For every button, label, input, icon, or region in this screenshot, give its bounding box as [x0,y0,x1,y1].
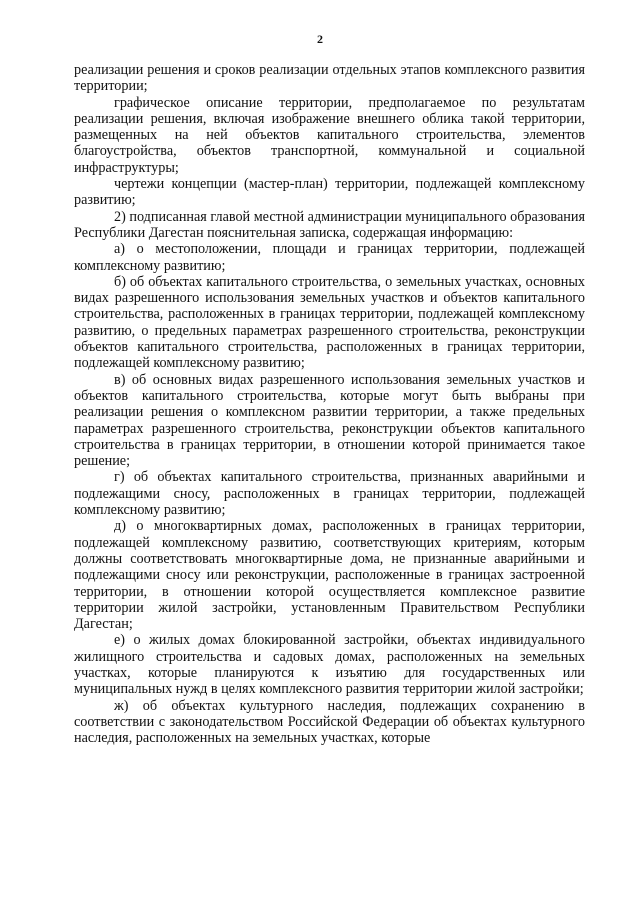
paragraph-item-v: в) об основных видах разрешенного использования земельных участков и объектов капитального строительства, которые могут быть выбраны при реализации решения о комплексном развитии территории, а также предельных параметрах разрешенного строительства, реконструкции объектов капитального строительства в границах территории, в отношении которой принимается такое решение; [74,371,585,470]
paragraph-item-b: б) об объектах капитального строительства, о земельных участках, основных видах разрешенного использования земельных участков и объектов капитального строительства, расположенных в границах территории, подлежащей комплексному развитию, о предельных параметрах разрешенного строительства, реконструкции объектов капитального строительства, расположенных в границах территории, подлежащей комплексному развитию; [74,273,585,372]
page-number: 2 [317,32,323,46]
paragraph-item-e: е) о жилых домах блокированной застройки, объектах индивидуального жилищного строительства и садовых домах, расположенных на земельных участках, которые планируются к изъятию для государственных или муниципальных нужд в целях комплексного развития территории жилой застройки; [74,632,585,698]
paragraph-item-zh: ж) об объектах культурного наследия, подлежащих сохранению в соответствии с законодательством Российской Федерации об объектах культурного наследия, расположенных на земельных участках, которые [74,697,585,747]
paragraph-masterplan-drawings: чертежи концепции (мастер-план) территории, подлежащей комплексному развитию; [74,176,585,209]
paragraph-graphic-description: графическое описание территории, предполагаемое по результатам реализации решения, включая изображение внешнего облика такой территории, размещенных на ней объектов капитального строительства, элементов благоустройства, объектов транспортной, коммунальной и социальной инфраструктуры; [74,94,585,176]
paragraph-item-a: а) о местоположении, площади и границах территории, подлежащей комплексному развитию; [74,241,585,274]
paragraph-continuation: реализации решения и сроков реализации отдельных этапов комплексного развития территории; [74,62,585,95]
document-body [74,62,585,746]
paragraph-item-g: г) об объектах капитального строительства, признанных аварийными и подлежащими сносу, расположенных в границах территории, подлежащей комплексному развитию; [74,469,585,519]
paragraph-item-2-explanatory-note: 2) подписанная главой местной администрации муниципального образования Республики Дагестан пояснительная записка, содержащая информацию: [74,208,585,241]
paragraph-item-d: д) о многоквартирных домах, расположенных в границах территории, подлежащей комплексному развитию, соответствующих критериям, которым должны соответствовать многоквартирные дома, не признанные аварийными и подлежащими сносу или реконструкции, расположенные в границах застроенной территории, в отношении которой осуществляется комплексное развитие территории жилой застройки, установленным Правительством Республики Дагестан; [74,518,585,633]
